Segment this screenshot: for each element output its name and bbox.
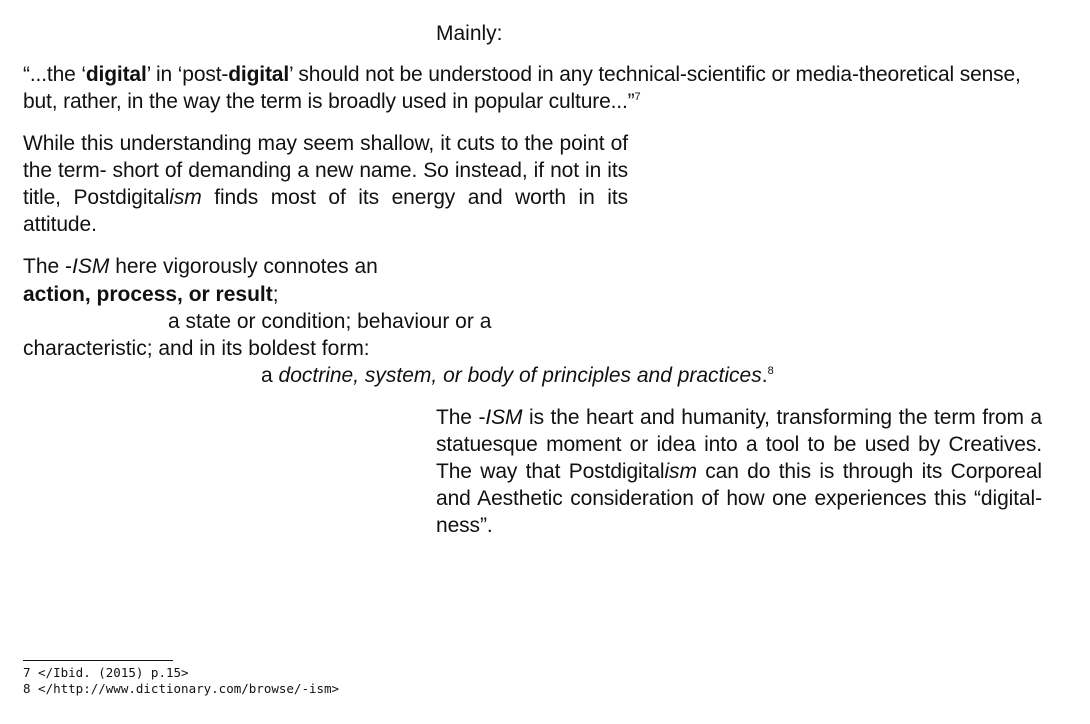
- footnote-ref-7: 7: [634, 91, 641, 103]
- para3-italic-ism-1: ISM: [485, 406, 523, 429]
- para3-italic-ism-2: ism: [664, 460, 697, 483]
- ism-line5-italic: doctrine, system, or body of principles and practices: [278, 364, 762, 387]
- quote-paragraph: [23, 61, 1043, 115]
- quote-text-open: “...the ‘: [23, 63, 86, 86]
- para3-text-c: can do this is through its Corporeal and Aesthetic consideration of how one experiences this “digital-ness”.: [436, 460, 1042, 537]
- ism-line-2: [23, 281, 279, 308]
- ism-line1-a: The -: [23, 255, 73, 278]
- ism-line5-end: .: [761, 364, 768, 387]
- quote-text-mid: ’ in ‘post-: [146, 63, 229, 86]
- footnote-8: 8 </http://www.dictionary.com/browse/-ism>: [23, 681, 340, 696]
- ism-line-3: a state or condition; behaviour or a: [168, 310, 492, 333]
- para3-text-b: is the heart and humanity, transforming the term from a statuesque moment or idea into a tool to be used by Creatives. The way that Postdigital: [436, 406, 1043, 483]
- ism-line-4: characteristic; and in its boldest form:: [23, 337, 370, 360]
- quote-text-rest: ’ should not be understood in any technical-scientific or media-theoretical sense, but, rather, in the way the term is broadly used in popular culture...”: [23, 63, 1021, 113]
- para1-text-a: While this understanding may seem shallow, it cuts to the point of the term- short of demanding a new name. So instead, if not in its title, Postdigital: [23, 132, 628, 209]
- para3-text-a: The -: [436, 406, 486, 429]
- ism-line2-end: ;: [272, 283, 279, 306]
- para1-text-b: finds most of its energy and worth in its attitude.: [23, 186, 628, 236]
- ism-line1-b: here vigorously connotes an: [109, 255, 378, 278]
- ism-line2-bold: action, process, or result: [23, 283, 273, 306]
- para1-italic-ism: ism: [169, 186, 202, 209]
- ism-line5-a: a: [261, 364, 279, 387]
- footnote-ref-8: 8: [767, 365, 774, 377]
- heading-mainly: Mainly:: [436, 22, 503, 45]
- understanding-paragraph: [23, 130, 628, 238]
- quote-bold-digital-1: digital: [85, 63, 147, 86]
- quote-bold-digital-2: digital: [228, 63, 290, 86]
- footnote-7: 7 </Ibid. (2015) p.15>: [23, 665, 189, 680]
- ism-line-5: [261, 362, 774, 389]
- heart-humanity-paragraph: [436, 404, 1042, 539]
- ism-line1-italic: ISM: [72, 255, 110, 278]
- footnote-divider: [23, 660, 173, 661]
- ism-line-1: [23, 253, 378, 280]
